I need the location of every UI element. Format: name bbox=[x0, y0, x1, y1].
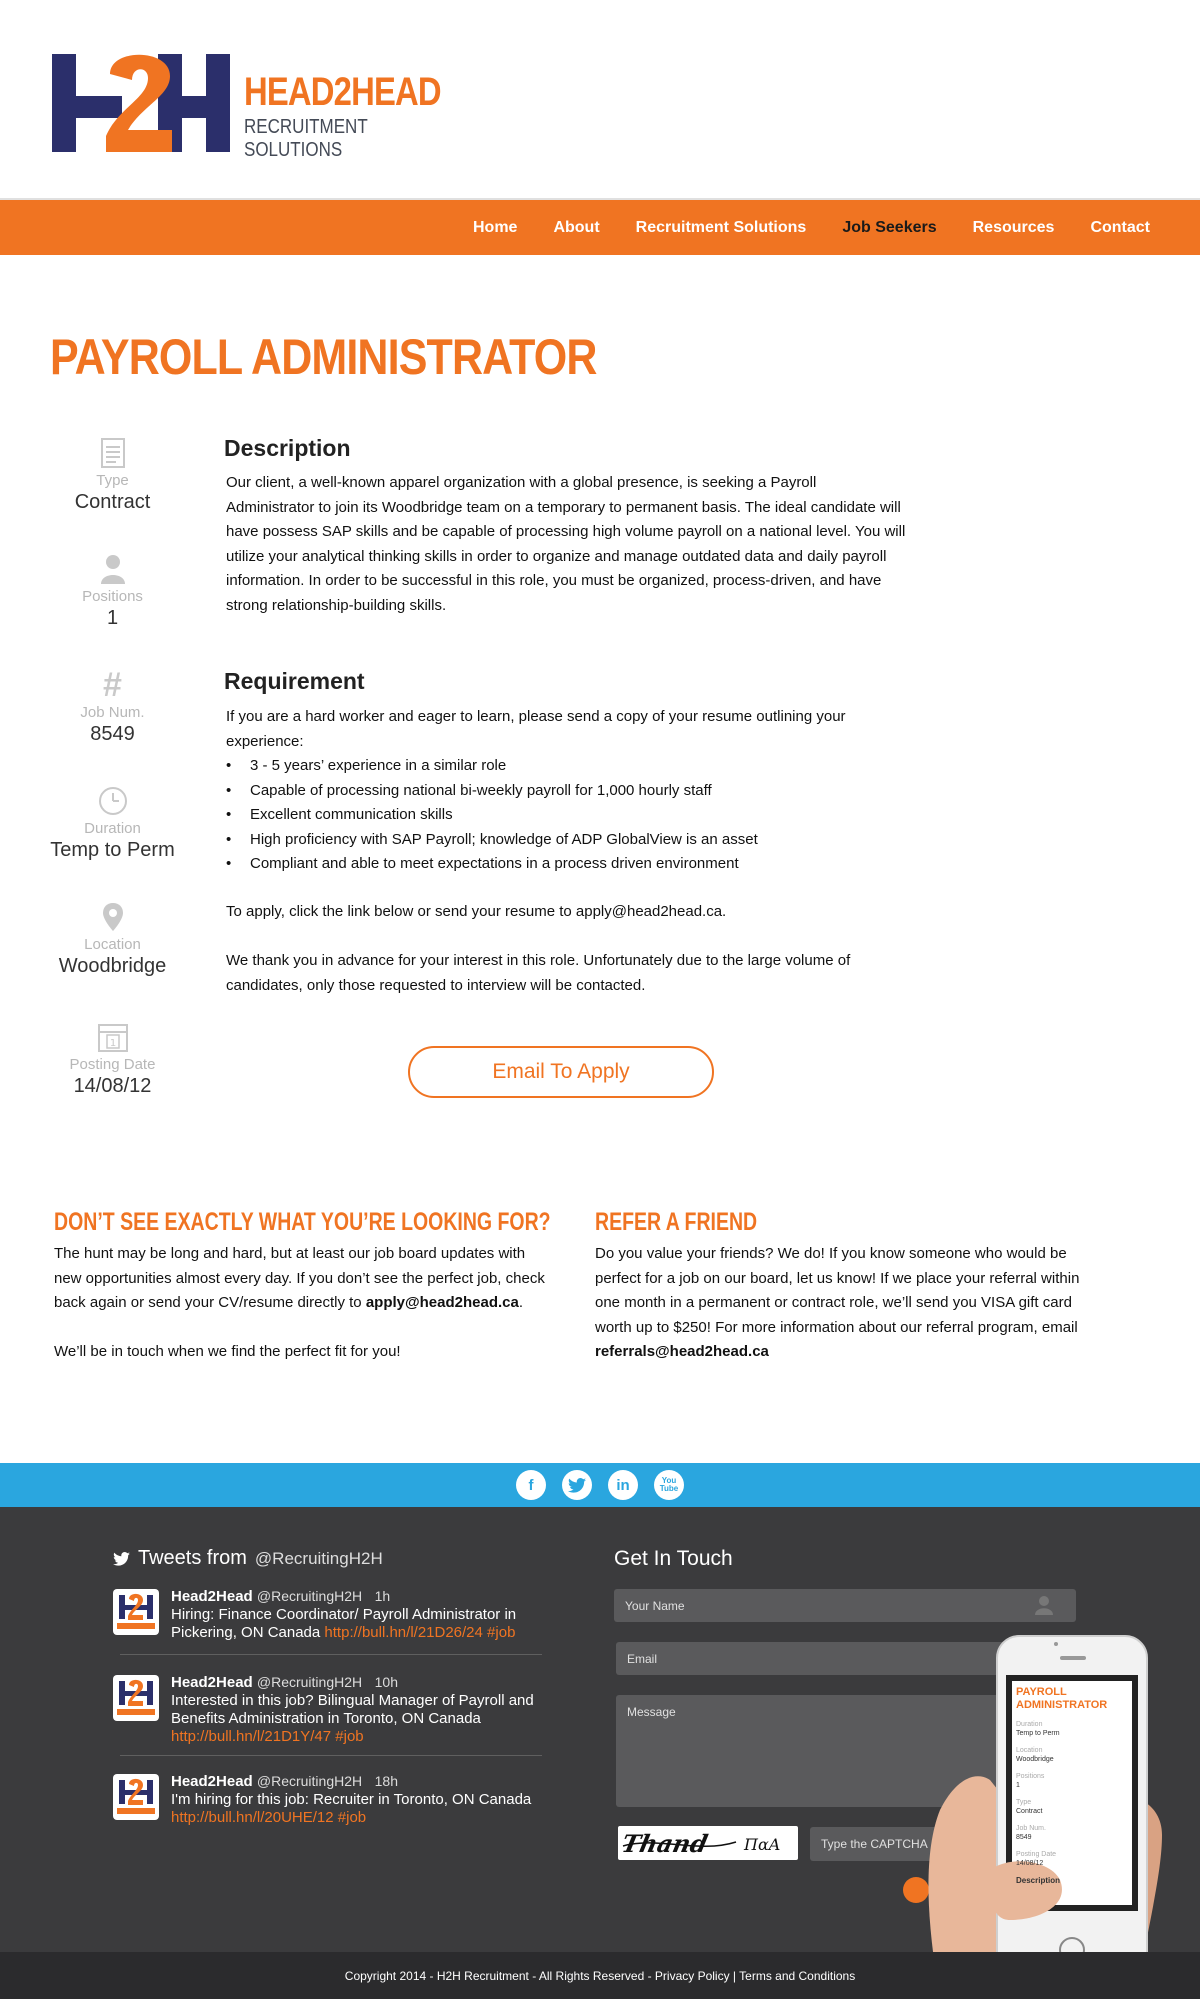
twitter-bird-icon bbox=[113, 1552, 130, 1566]
meta-label: Duration bbox=[84, 820, 141, 837]
facebook-icon[interactable]: f bbox=[516, 1470, 546, 1500]
phone-meta-value: 1 bbox=[1016, 1782, 1020, 1789]
h2h-logo-icon bbox=[52, 44, 230, 152]
meta-label: Positions bbox=[82, 588, 143, 605]
nav-item-home[interactable]: Home bbox=[472, 218, 518, 236]
meta-value: 8549 bbox=[90, 723, 135, 745]
tweet-item bbox=[113, 1673, 543, 1753]
tweet-meta bbox=[171, 1587, 551, 1606]
description-heading: Description bbox=[224, 435, 351, 461]
tweet-link[interactable]: http://bull.hn/l/21D1Y/47 bbox=[171, 1728, 332, 1745]
requirement-list bbox=[226, 754, 906, 877]
site-header bbox=[0, 0, 1200, 198]
phone-meta-label: Duration bbox=[1016, 1721, 1043, 1728]
meta-value: 1 bbox=[106, 607, 119, 629]
person-icon bbox=[40, 552, 185, 586]
youtube-icon[interactable]: You Tube bbox=[654, 1470, 684, 1500]
captcha-placeholder: Type the CAPTCHA bbox=[821, 1837, 928, 1851]
list-item: • Capable of processing national bi-weekly payroll for 1,000 hourly staff bbox=[226, 779, 906, 804]
tweets-handle[interactable]: @RecruitingH2H bbox=[254, 1548, 383, 1568]
tweet-time: 10h bbox=[374, 1674, 398, 1690]
nav-item-contact[interactable]: Contact bbox=[1090, 218, 1150, 236]
nav-item-about[interactable]: About bbox=[553, 218, 600, 236]
user-icon bbox=[1034, 1595, 1054, 1615]
refer-friend-body: Do you value your friends? We do! If you know someone who would be perfect for a job on our board, let us know! If we place your referral within one month in a permanent or contract role, we’ll send you VISA gift card worth up to $250! For more information about our referral program, email bbox=[595, 1245, 1080, 1336]
tweet-text: Hiring: Finance Coordinator/ Payroll Administrator in Pickering, ON Canada bbox=[171, 1606, 517, 1641]
not-found-closing: We’ll be in touch when we find the perfect fit for you! bbox=[54, 1343, 401, 1360]
requirement-heading: Requirement bbox=[224, 668, 365, 694]
not-found-body: The hunt may be long and hard, but at least our job board updates with new opportunities almost every day. If you don’t see the perfect job, check back again or send your CV/resume directly to bbox=[54, 1245, 545, 1311]
email-to-apply-button[interactable]: Email To Apply bbox=[408, 1046, 714, 1098]
copyright-bar bbox=[0, 1952, 1200, 1999]
tweet-author[interactable]: Head2Head bbox=[171, 1773, 253, 1790]
avatar[interactable] bbox=[113, 1774, 159, 1820]
referrals-email-link[interactable]: referrals@head2head.ca bbox=[595, 1343, 769, 1360]
phone-meta-label: Location bbox=[1016, 1747, 1043, 1754]
calendar-icon bbox=[40, 1020, 185, 1054]
hash-icon: # bbox=[103, 665, 122, 704]
document-icon bbox=[40, 436, 185, 470]
tweet-body bbox=[171, 1772, 551, 1827]
tweet-time: 1h bbox=[374, 1588, 391, 1604]
list-item: • 3 - 5 years’ experience in a similar role bbox=[226, 754, 906, 779]
nav-item-resources[interactable]: Resources bbox=[972, 218, 1055, 236]
meta-label: Location bbox=[84, 936, 141, 953]
tweet-divider bbox=[120, 1654, 542, 1655]
nav-list bbox=[437, 200, 1150, 255]
tweets-heading bbox=[113, 1547, 383, 1570]
tweet-text: I'm hiring for this job: Recruiter in Toronto, ON Canada bbox=[171, 1791, 532, 1808]
phone-meta-label: Job Num. bbox=[1016, 1825, 1046, 1832]
tweet-item bbox=[113, 1587, 543, 1657]
phone-meta-value: 14/08/12 bbox=[1016, 1860, 1044, 1867]
tweets-heading-text: Tweets from bbox=[138, 1547, 247, 1569]
phone-meta-list bbox=[1016, 1720, 1126, 1885]
phone-meta-label: Positions bbox=[1016, 1773, 1045, 1780]
tweet-author[interactable]: Head2Head bbox=[171, 1588, 253, 1605]
email-placeholder: Email bbox=[627, 1652, 658, 1666]
nav-item-job-seekers[interactable]: Job Seekers bbox=[842, 218, 937, 236]
meta-label: Job Num. bbox=[80, 704, 145, 721]
meta-value: Temp to Perm bbox=[50, 839, 175, 861]
meta-location bbox=[40, 900, 185, 978]
meta-value: Woodbridge bbox=[58, 955, 167, 977]
clock-icon bbox=[40, 784, 185, 818]
phone-meta-value: Woodbridge bbox=[1016, 1756, 1054, 1763]
requirement-intro: If you are a hard worker and eager to learn, please send a copy of your resume outlining your experience: bbox=[226, 708, 846, 750]
tweet-time: 18h bbox=[374, 1773, 398, 1789]
nav-item-recruitment-solutions[interactable]: Recruitment Solutions bbox=[635, 218, 807, 236]
logo-tagline: RECRUITMENT SOLUTIONS bbox=[244, 116, 368, 161]
thanks-text: We thank you in advance for your interest in this role. Unfortunately due to the large volume of candidates, only those requested to interview will be contacted. bbox=[226, 952, 851, 994]
main-navigation bbox=[0, 198, 1200, 255]
tweet-body bbox=[171, 1587, 551, 1642]
tweet-handle[interactable]: @RecruitingH2H bbox=[256, 1588, 363, 1604]
tweet-item bbox=[113, 1772, 543, 1832]
captcha-text: Thand bbox=[619, 1829, 711, 1858]
tweet-meta bbox=[171, 1772, 551, 1791]
phone-meta-label: Posting Date bbox=[1016, 1851, 1057, 1858]
site-logo[interactable] bbox=[52, 44, 441, 161]
refer-friend-heading: REFER A FRIEND bbox=[595, 1208, 758, 1236]
avatar[interactable] bbox=[113, 1589, 159, 1635]
meta-label: Type bbox=[96, 472, 129, 489]
list-item: • High proficiency with SAP Payroll; knowledge of ADP GlobalView is an asset bbox=[226, 828, 906, 853]
meta-positions bbox=[40, 552, 185, 630]
captcha-image bbox=[618, 1826, 798, 1860]
copyright-text: Copyright 2014 - H2H Recruitment - All Rights Reserved - Privacy Policy | Terms and Conditions bbox=[344, 1968, 856, 1983]
logo-name: HEAD2HEAD bbox=[244, 70, 441, 114]
svg-text:ПαA: ПαA bbox=[744, 1835, 781, 1854]
meta-value: Contract bbox=[74, 491, 151, 513]
refer-friend-text bbox=[595, 1242, 1105, 1365]
phone-title: PAYROLL ADMINISTRATOR bbox=[1016, 1686, 1108, 1711]
svg-text:1: 1 bbox=[109, 1038, 116, 1049]
tweet-hashtag[interactable]: #job bbox=[337, 1809, 367, 1826]
twitter-icon[interactable] bbox=[562, 1470, 592, 1500]
meta-type bbox=[40, 436, 185, 514]
tweet-hashtag[interactable]: #job bbox=[487, 1624, 516, 1641]
get-in-touch-heading: Get In Touch bbox=[614, 1547, 733, 1570]
social-bar bbox=[0, 1463, 1200, 1507]
name-placeholder: Your Name bbox=[625, 1599, 685, 1613]
not-found-heading: DON’T SEE EXACTLY WHAT YOU’RE LOOKING FOR? bbox=[54, 1208, 551, 1236]
phone-meta-value: Contract bbox=[1016, 1808, 1043, 1815]
phone-section: Description bbox=[1016, 1876, 1061, 1885]
list-item: • Compliant and able to meet expectations in a process driven environment bbox=[226, 852, 906, 877]
tweet-divider bbox=[120, 1755, 542, 1756]
location-pin-icon bbox=[40, 900, 185, 934]
list-item: • Excellent communication skills bbox=[226, 803, 906, 828]
apply-email-link[interactable]: apply@head2head.ca bbox=[365, 1294, 519, 1311]
meta-duration bbox=[40, 784, 185, 862]
tweet-handle[interactable]: @RecruitingH2H bbox=[256, 1674, 363, 1690]
phone-meta-value: Temp to Perm bbox=[1016, 1730, 1060, 1737]
meta-posting-date bbox=[40, 1020, 185, 1098]
meta-label: Posting Date bbox=[69, 1056, 156, 1073]
apply-instructions: To apply, click the link below or send your resume to apply@head2head.ca. bbox=[226, 903, 727, 920]
message-placeholder: Message bbox=[627, 1705, 676, 1719]
tweet-text: Interested in this job? Bilingual Manager of Payroll and Benefits Administration in Toronto, ON Canada bbox=[171, 1692, 534, 1727]
phone-mockup bbox=[900, 1620, 1200, 1999]
description-text: Our client, a well-known apparel organization with a global presence, is seeking a Payroll Administrator to join its Woodbridge team on a temporary to permanent basis. The ideal candidate will have possess SAP skills and be capable of processing high volume payroll on a national level. You will utilize your analytical thinking skills in order to organize and manage outdated data and daily payroll information. In order to be successful in this role, you must be organized, process-driven, and have strong relationship-building skills. bbox=[226, 474, 906, 614]
avatar[interactable] bbox=[113, 1675, 159, 1721]
tweet-link[interactable]: http://bull.hn/l/20UHE/12 bbox=[171, 1809, 334, 1826]
name-field[interactable] bbox=[614, 1589, 1076, 1622]
tweet-author[interactable]: Head2Head bbox=[171, 1674, 253, 1691]
tweet-link[interactable]: http://bull.hn/l/21D26/24 bbox=[324, 1624, 483, 1641]
tweet-handle[interactable]: @RecruitingH2H bbox=[256, 1773, 363, 1789]
not-found-text: The hunt may be long and hard, but at least our job board updates with new opportunities almost every day. If you don’t see the perfect job, check back again or send your CV/resume directly to apply@head2head.ca. We’ll be in touch when we find the perfect fit for you! bbox=[54, 1245, 545, 1360]
phone-meta-value: 8549 bbox=[1016, 1834, 1032, 1841]
tweet-body bbox=[171, 1673, 551, 1746]
page-title: PAYROLL ADMINISTRATOR bbox=[50, 329, 597, 385]
linkedin-icon[interactable]: in bbox=[608, 1470, 638, 1500]
tweet-hashtag[interactable]: #job bbox=[335, 1728, 364, 1745]
meta-value: 14/08/12 bbox=[73, 1075, 152, 1097]
tweet-meta bbox=[171, 1673, 551, 1692]
phone-meta-label: Type bbox=[1016, 1799, 1032, 1806]
meta-job-num bbox=[40, 665, 185, 746]
